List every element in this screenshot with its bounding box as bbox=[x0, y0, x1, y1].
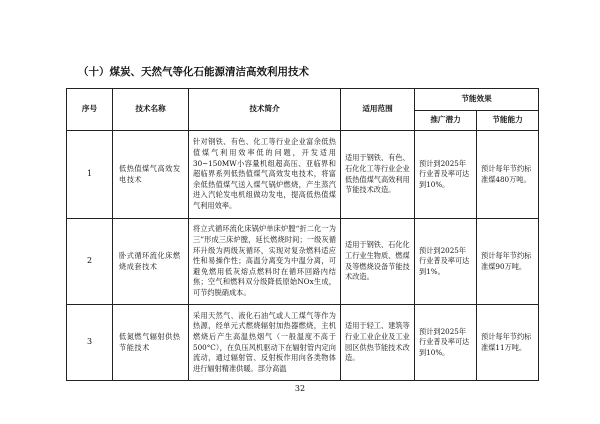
row-intro: 将立式循环流化床锅炉单床炉膛“折二化一为三”形成三床炉膛，延长燃烧时间；一级灰循环升级为两级灰循环，实现对复杂燃料适应性和易操作性；高温分离变为中温分离，可避免燃用低灰熔点燃料时在循环回路内结焦；空气和燃料双分级降低原始NOx生成，可节约脱硝成本。 bbox=[189, 219, 341, 305]
row-rate: 预计到2025年行业普及率可达到10%。 bbox=[415, 305, 477, 381]
row-scope: 适用于轻工、建筑等行业工业企业及工业园区供热节能技术改造。 bbox=[341, 305, 415, 381]
row-intro: 针对钢铁、有色、化工等行业企业富余低热值煤气利用效率低的问题，开发适用30~150MW小容量机组超高压、亚临界和超临界系列低热值煤气高效发电技术，将富余低热值煤气送入煤气锅炉燃烧，产生蒸汽进入汽轮发电机组做功发电，提高低热值煤气利用效率。 bbox=[189, 131, 341, 219]
header-rate: 推广潜力 bbox=[415, 111, 477, 131]
row-no: 1 bbox=[67, 131, 113, 219]
row-capacity: 预计每年节约标准煤480万吨。 bbox=[477, 131, 539, 219]
table-row bbox=[67, 131, 539, 219]
row-tech-name: 卧式循环流化床燃烧成套技术 bbox=[113, 219, 189, 305]
row-tech-name: 低热值煤气高效发电技术 bbox=[113, 131, 189, 219]
table-row bbox=[67, 219, 539, 305]
row-capacity: 预计每年节约标准煤90万吨。 bbox=[477, 219, 539, 305]
header-row bbox=[67, 89, 539, 111]
header-capacity: 节能能力 bbox=[477, 111, 539, 131]
row-rate: 预计到2025年行业普及率可达到10%。 bbox=[415, 131, 477, 219]
section-title: （十）煤炭、天然气等化石能源清洁高效利用技术 bbox=[78, 66, 309, 78]
row-no: 3 bbox=[67, 305, 113, 381]
header-no: 序号 bbox=[67, 89, 113, 131]
header-effect: 节能效果 bbox=[415, 89, 539, 111]
header-intro: 技术简介 bbox=[189, 89, 341, 131]
row-no: 2 bbox=[67, 219, 113, 305]
technology-table bbox=[66, 88, 539, 381]
row-rate: 预计到2025年行业普及率可达到1%。 bbox=[415, 219, 477, 305]
row-scope: 适用于钢铁、石化化工行业生物质、燃煤及等燃烧设备节能技术改造。 bbox=[341, 219, 415, 305]
header-name: 技术名称 bbox=[113, 89, 189, 131]
row-tech-name: 低氮燃气辐射供热节能技术 bbox=[113, 305, 189, 381]
page-number: 32 bbox=[294, 384, 306, 393]
row-scope: 适用于钢铁、有色、石化化工等行业企业低热值煤气高效利用节能技术改造。 bbox=[341, 131, 415, 219]
header-scope: 适用范围 bbox=[341, 89, 415, 131]
table-row bbox=[67, 305, 539, 381]
row-intro: 采用天然气、液化石油气或人工煤气等作为热源，经单元式燃烧辐射加热器燃烧，主机燃烧后产生高温热烟气（一般温度不高于500°C），在负压风机驱动下在辐射管内定向流动，通过辐射管、反射板作用向各类物体进行辐射精准供暖。部分高温 bbox=[189, 305, 341, 381]
row-capacity: 预计每年节约标准煤11万吨。 bbox=[477, 305, 539, 381]
